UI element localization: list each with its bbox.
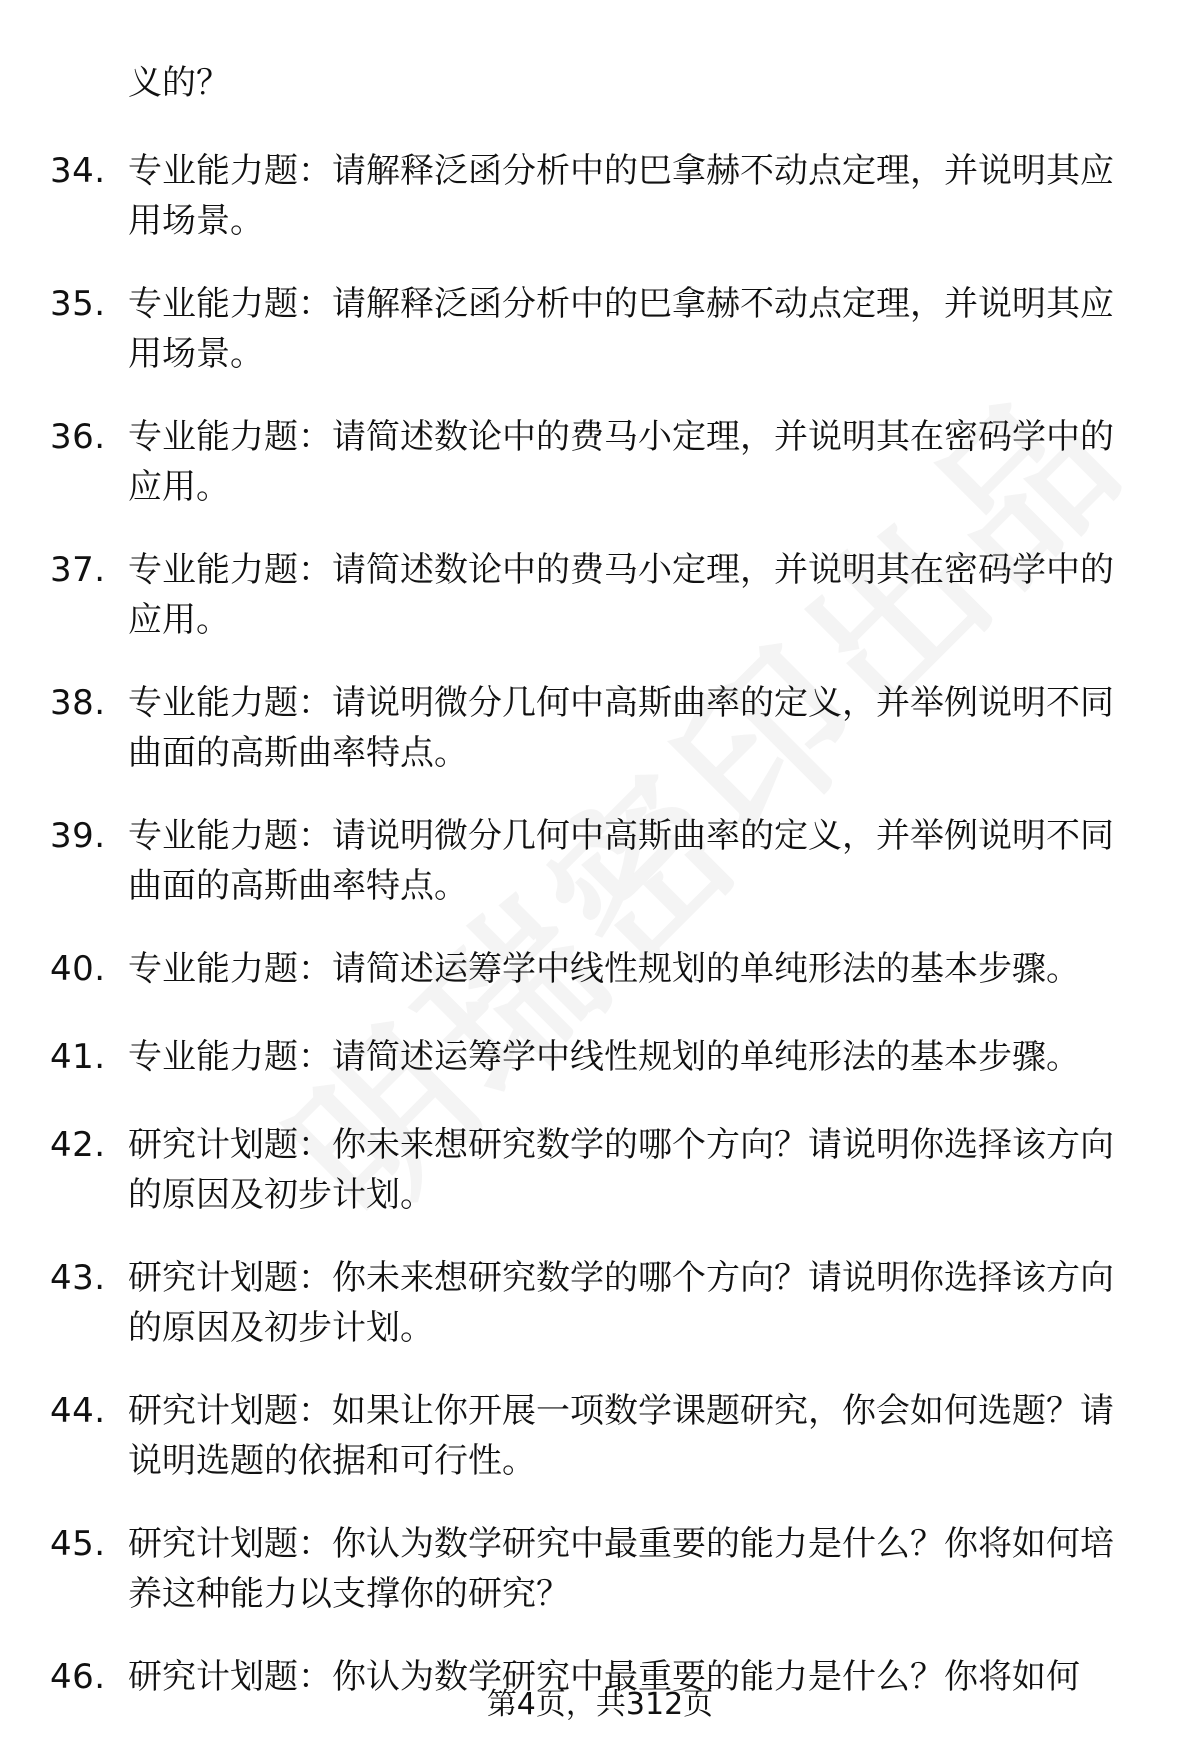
list-item xyxy=(0,1253,1138,1353)
question-number: 46. xyxy=(50,1657,106,1697)
question-text: 研究计划题：你未来想研究数学的哪个方向？请说明你选择该方向的原因及初步计划。 xyxy=(128,1125,1114,1215)
continued-question-text: 义的？ xyxy=(128,63,230,103)
question-number: 42. xyxy=(50,1125,106,1165)
question-number: 38. xyxy=(50,683,106,723)
question-number: 35. xyxy=(50,284,106,324)
list-item xyxy=(0,279,1138,379)
question-text: 专业能力题：请解释泛函分析中的巴拿赫不动点定理，并说明其应用场景。 xyxy=(128,284,1114,374)
question-text: 研究计划题：你认为数学研究中最重要的能力是什么？你将如何培养这种能力以支撑你的研究？ xyxy=(128,1524,1114,1614)
list-item xyxy=(0,678,1138,778)
question-number: 36. xyxy=(50,417,106,457)
question-list xyxy=(0,146,1200,1735)
question-text: 研究计划题：你认为数学研究中最重要的能力是什么？你将如何 xyxy=(128,1657,1080,1697)
question-number: 45. xyxy=(50,1524,106,1564)
list-item xyxy=(0,412,1138,512)
list-item xyxy=(0,1032,1138,1082)
page-footer: 第4页，共312页 xyxy=(486,1687,714,1722)
question-text: 专业能力题：请简述数论中的费马小定理，并说明其在密码学中的应用。 xyxy=(128,417,1114,507)
list-item xyxy=(0,944,1138,994)
question-number: 39. xyxy=(50,816,106,856)
question-text: 研究计划题：你未来想研究数学的哪个方向？请说明你选择该方向的原因及初步计划。 xyxy=(128,1258,1114,1348)
list-item xyxy=(0,545,1138,645)
list-item xyxy=(0,1386,1138,1486)
question-number: 34. xyxy=(50,151,106,191)
question-text: 专业能力题：请简述数论中的费马小定理，并说明其在密码学中的应用。 xyxy=(128,550,1114,640)
question-number: 44. xyxy=(50,1391,106,1431)
list-item xyxy=(0,1519,1138,1619)
list-item xyxy=(0,146,1138,246)
question-number: 43. xyxy=(50,1258,106,1298)
question-text: 专业能力题：请解释泛函分析中的巴拿赫不动点定理，并说明其应用场景。 xyxy=(128,151,1114,241)
question-number: 41. xyxy=(50,1037,106,1077)
list-item xyxy=(0,1120,1138,1220)
question-text: 专业能力题：请说明微分几何中高斯曲率的定义，并举例说明不同曲面的高斯曲率特点。 xyxy=(128,816,1114,906)
question-text: 专业能力题：请简述运筹学中线性规划的单纯形法的基本步骤。 xyxy=(128,949,1080,989)
list-item xyxy=(0,811,1138,911)
question-text: 专业能力题：请简述运筹学中线性规划的单纯形法的基本步骤。 xyxy=(128,1037,1080,1077)
question-text: 研究计划题：如果让你开展一项数学课题研究，你会如何选题？请说明选题的依据和可行性。 xyxy=(128,1391,1114,1481)
question-number: 37. xyxy=(50,550,106,590)
question-text: 专业能力题：请说明微分几何中高斯曲率的定义，并举例说明不同曲面的高斯曲率特点。 xyxy=(128,683,1114,773)
question-number: 40. xyxy=(50,949,106,989)
